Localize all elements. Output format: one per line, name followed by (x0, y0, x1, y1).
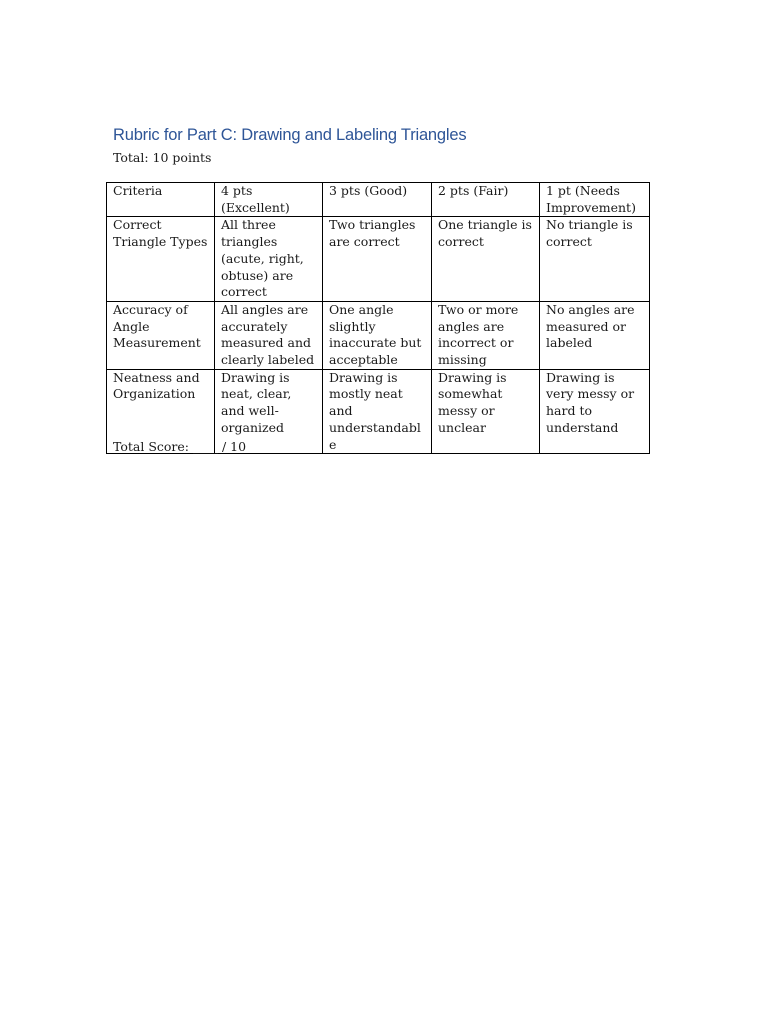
table-row (107, 217, 650, 302)
table-cell: One angle slightly inaccurate but acceptable (323, 301, 432, 369)
table-cell: Two triangles are correct (323, 217, 432, 302)
criteria-cell: Accuracy of Angle Measurement (107, 301, 215, 369)
column-header: 2 pts (Fair) (432, 183, 540, 217)
document-header (113, 124, 658, 167)
table-cell: All three triangles (acute, right, obtuse) are correct (215, 217, 323, 302)
criteria-cell: Neatness and Organization (107, 369, 215, 454)
page-title: Rubric for Part C: Drawing and Labeling Triangles (113, 126, 467, 144)
total-points: Total: 10 points (113, 150, 212, 165)
column-header: 1 pt (Needs Improvement) (540, 183, 650, 217)
table-cell: Drawing is somewhat messy or unclear (432, 369, 540, 454)
table-cell: Drawing is mostly neat and understandable (323, 369, 432, 454)
table-cell: Two or more angles are incorrect or missing (432, 301, 540, 369)
column-header: 4 pts (Excellent) (215, 183, 323, 217)
table-row (107, 301, 650, 369)
table-cell: Drawing is very messy or hard to understand (540, 369, 650, 454)
table-cell: No angles are measured or labeled (540, 301, 650, 369)
table-cell: No triangle is correct (540, 217, 650, 302)
column-header: Criteria (107, 183, 215, 217)
total-score-line: Total Score: ____ / 10 (113, 439, 247, 454)
table-cell: Drawing is neat, clear, and well-organized (215, 369, 323, 454)
table-header-row (107, 183, 650, 217)
rubric-table (106, 182, 650, 454)
table-cell: One triangle is correct (432, 217, 540, 302)
table-cell: All angles are accurately measured and clearly labeled (215, 301, 323, 369)
column-header: 3 pts (Good) (323, 183, 432, 217)
criteria-cell: Correct Triangle Types (107, 217, 215, 302)
